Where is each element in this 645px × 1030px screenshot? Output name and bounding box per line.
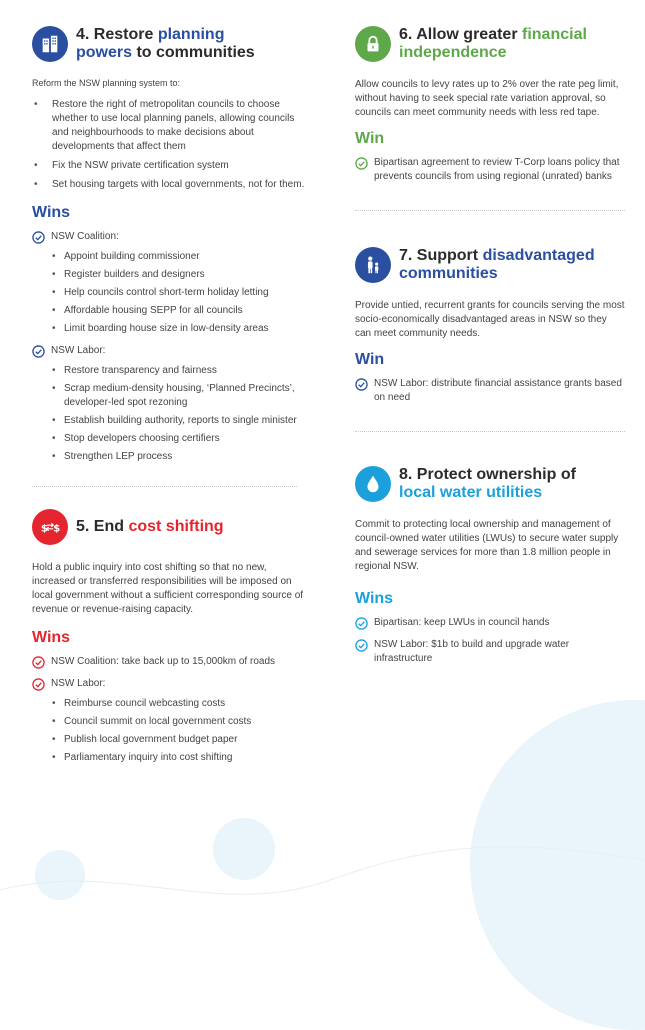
list-item: • Restore transparency and fairness	[52, 364, 312, 378]
list-item: • Scrap medium-density housing, ‘Planned Precincts’, developer-led spot rezoning	[52, 382, 312, 410]
section-support-disadvantaged	[355, 247, 625, 405]
section-intro: Provide untied, recurrent grants for councils serving the most socio-economically disadvantaged areas in NSW so they can meet community needs.	[355, 300, 625, 339]
water-drop-icon	[355, 466, 391, 502]
decor-wave	[0, 820, 645, 919]
left-column	[32, 26, 312, 773]
padlock-icon	[355, 26, 391, 62]
check-circle-icon	[32, 345, 45, 358]
win-group-labor: NSW Labor:	[32, 344, 312, 358]
list-item: • Affordable housing SEPP for all councils	[52, 304, 312, 318]
list-item: • Appoint building commissioner	[52, 250, 312, 264]
check-circle-icon	[32, 656, 45, 669]
list-item: • Set housing targets with local governments, not for them.	[32, 178, 312, 192]
win-list	[32, 250, 312, 336]
list-item: • Stop developers choosing certifiers	[52, 432, 312, 446]
family-icon	[355, 247, 391, 283]
list-item: • Publish local government budget paper	[52, 733, 312, 747]
svg-text:$: $	[40, 523, 48, 535]
check-circle-icon	[355, 639, 368, 652]
win-item: NSW Labor: distribute financial assistance grants based on need	[355, 377, 625, 405]
section-intro: Reform the NSW planning system to:	[32, 78, 181, 88]
divider	[32, 486, 297, 487]
check-circle-icon	[355, 157, 368, 170]
check-circle-icon	[32, 678, 45, 691]
list-item: • Limit boarding house size in low-density areas	[52, 322, 312, 336]
list-item: • Reimburse council webcasting costs	[52, 697, 312, 711]
list-item: • Council summit on local government costs	[52, 715, 312, 729]
list-item: • Restore the right of metropolitan councils to choose whether to use local planning panels, allowing councils and neighbourhoods to make decisions about developments that affect them	[32, 98, 312, 154]
section-financial-independence	[355, 26, 625, 184]
section-title: 4. Restore planning powers to communities	[76, 26, 255, 61]
wins-heading: Win	[355, 130, 385, 147]
list-item: • Strengthen LEP process	[52, 450, 312, 464]
check-circle-icon	[355, 378, 368, 391]
win-item: NSW Labor: $1b to build and upgrade water infrastructure	[355, 638, 625, 666]
win-list	[32, 364, 312, 464]
section-intro: Commit to protecting local ownership and management of council-owned water utilities (LWUs) to secure water supply and sewerage services for more than 1.8 million people in regional NSW.	[355, 519, 619, 572]
divider	[355, 431, 625, 432]
section-end-cost-shifting	[32, 509, 312, 765]
wins-heading: Wins	[355, 590, 394, 607]
win-group-coalition: NSW Coalition:	[32, 230, 312, 244]
section-local-water-utilities	[355, 466, 625, 666]
list-item: • Fix the NSW private certification system	[32, 159, 312, 173]
list-item: • Register builders and designers	[52, 268, 312, 282]
win-group-labor: NSW Labor:	[32, 677, 312, 691]
svg-text:$: $	[53, 523, 61, 535]
right-column	[355, 26, 625, 674]
bullet-list	[32, 98, 312, 192]
section-title: 5. End cost shifting	[76, 518, 224, 535]
wins-heading: Win	[355, 351, 385, 368]
section-title: 6. Allow greater financial independence	[399, 26, 587, 61]
check-circle-icon	[355, 617, 368, 630]
win-item: Bipartisan: keep LWUs in council hands	[355, 616, 625, 630]
building-icon	[32, 26, 68, 62]
section-title: 7. Support disadvantaged communities	[399, 247, 595, 282]
check-circle-icon	[32, 231, 45, 244]
section-intro: Hold a public inquiry into cost shifting so that no new, increased or transferred responsibilities will be imposed on local government without a sufficient corresponding source of revenue or revenue-raising capacity.	[32, 562, 304, 615]
wins-heading: Wins	[32, 204, 71, 221]
divider	[355, 210, 625, 211]
win-item: NSW Coalition: take back up to 15,000km of roads	[32, 655, 312, 669]
wins-heading: Wins	[32, 629, 71, 646]
list-item: • Parliamentary inquiry into cost shifting	[52, 751, 312, 765]
win-item: Bipartisan agreement to review T-Corp loans policy that prevents councils from using regional (unrated) banks	[355, 156, 625, 184]
list-item: • Establish building authority, reports to single minister	[52, 414, 312, 428]
section-title: 8. Protect ownership of local water utilities	[399, 466, 576, 501]
section-restore-planning-powers	[32, 26, 312, 464]
dollar-swap-icon	[32, 509, 68, 545]
win-list	[32, 697, 312, 765]
section-intro: Allow councils to levy rates up to 2% over the rate peg limit, without having to seek special rate variation approval, so councils can meet community needs with less red tape.	[355, 79, 619, 118]
list-item: • Help councils control short-term holiday letting	[52, 286, 312, 300]
